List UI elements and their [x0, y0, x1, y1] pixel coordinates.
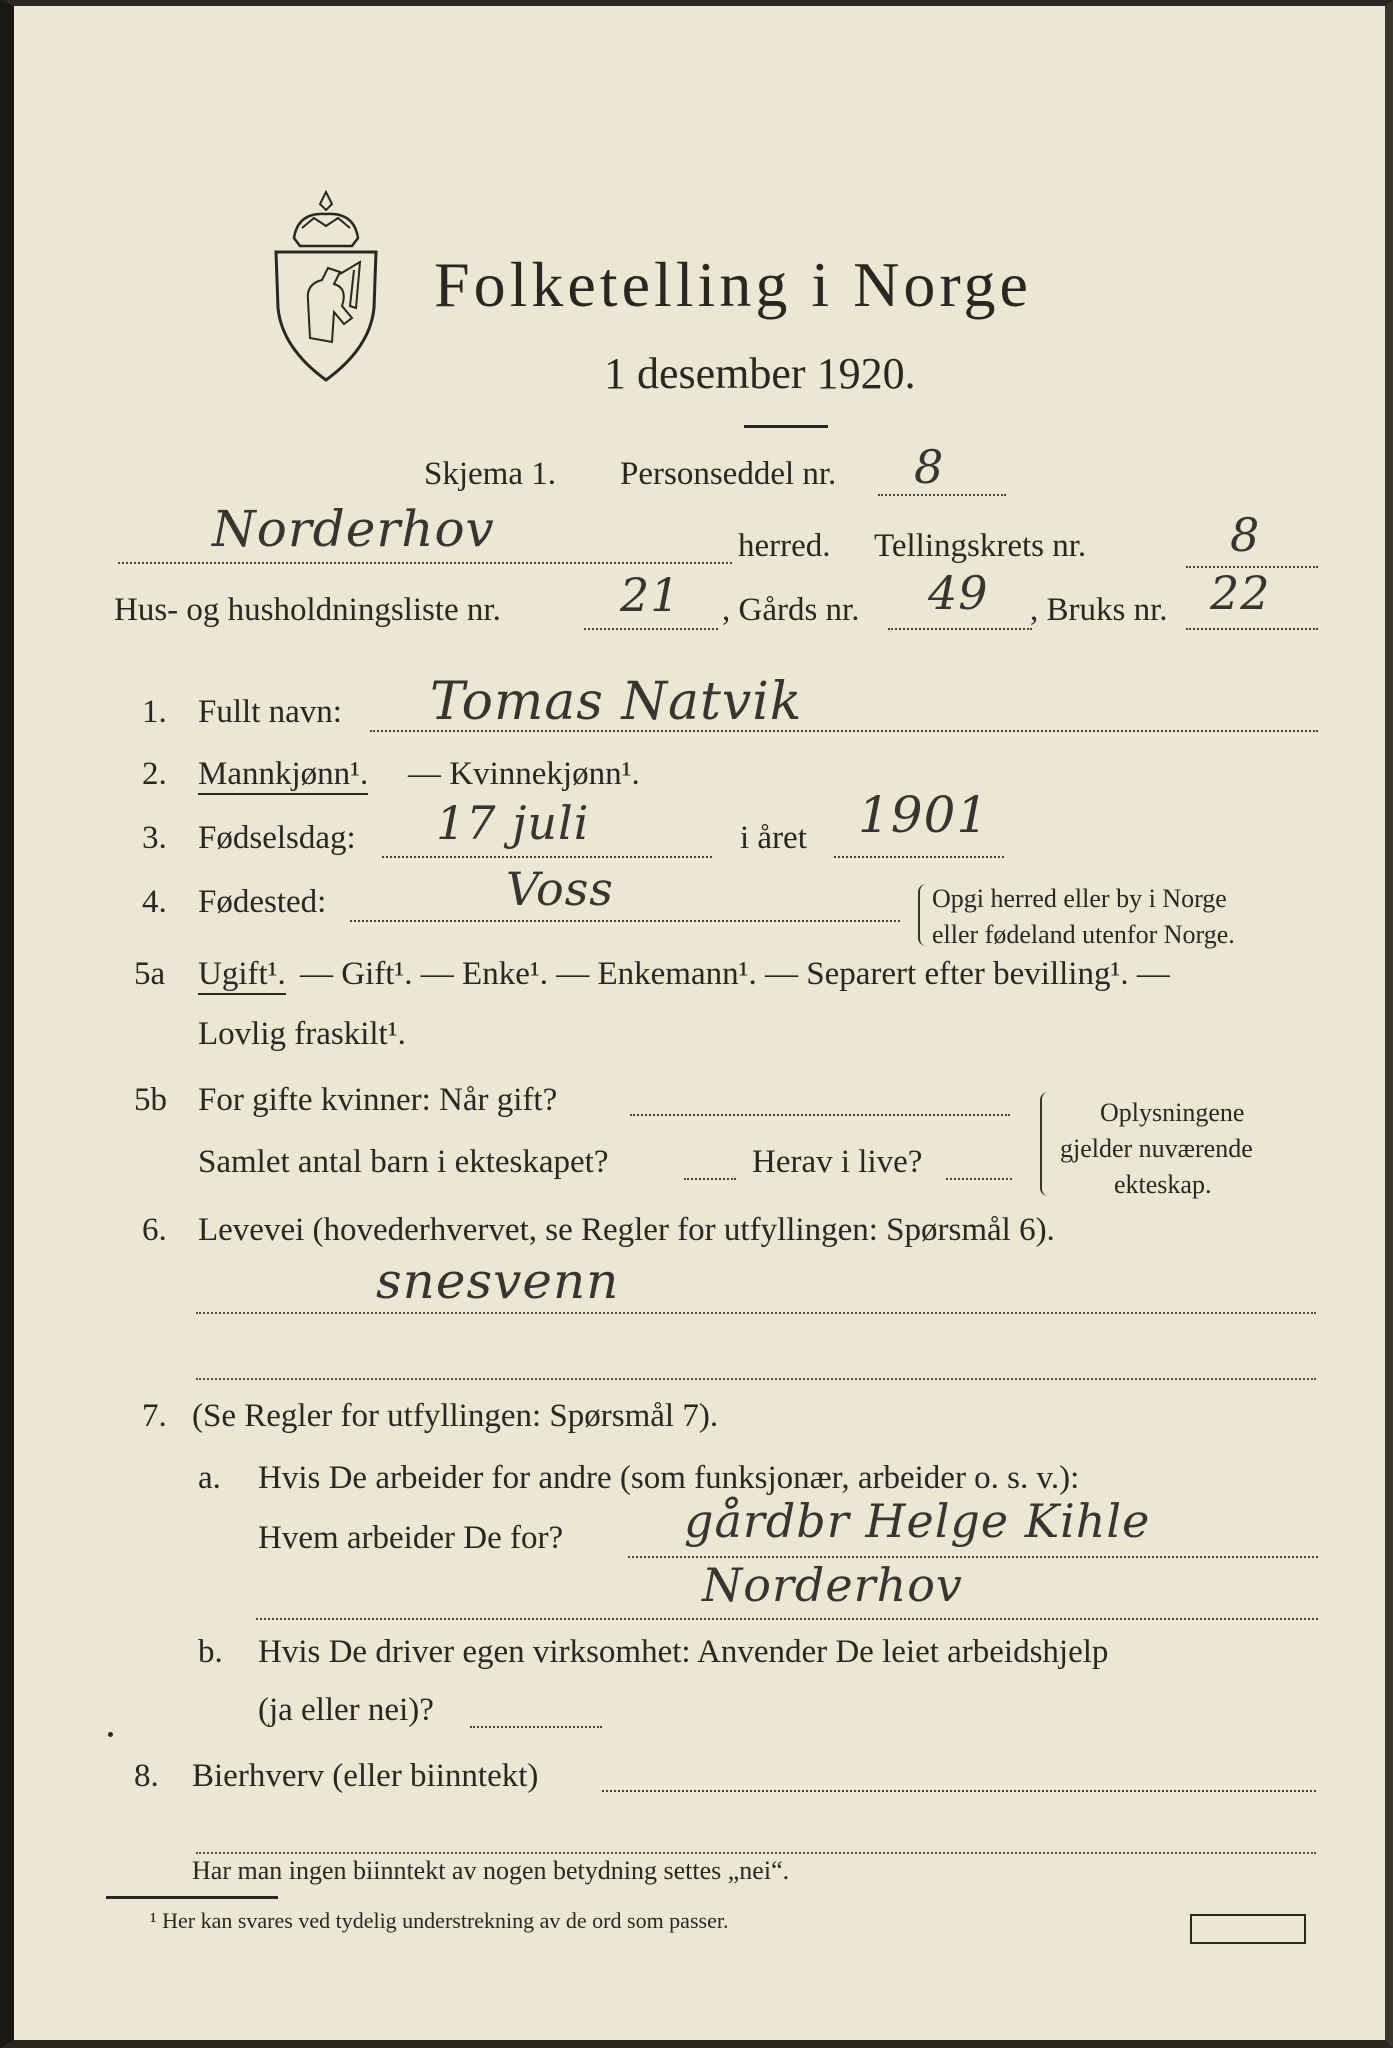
hus-label: Hus- og husholdningsliste nr. [114, 592, 501, 628]
q4-label: Fødested: [198, 884, 327, 920]
q4-value: Voss [506, 862, 614, 916]
q5b-note1: Oplysningene [1100, 1098, 1245, 1127]
q6-line2 [196, 1378, 1316, 1380]
personseddel-value: 8 [914, 440, 945, 494]
q5b-brace [1040, 1092, 1052, 1196]
bruks-line [1186, 628, 1318, 630]
q5a-rest-options: — Gift¹. — Enke¹. — Enkemann¹. — Separert efter bevilling¹. — [300, 956, 1170, 992]
q7-number: 7. [142, 1398, 167, 1434]
q7b-label: Hvis De driver egen virksomhet: Anvender De leiet arbeidshjelp [258, 1634, 1109, 1670]
q3-number: 3. [142, 820, 167, 856]
tellingskrets-value: 8 [1230, 508, 1261, 562]
q7a-value1: gårdbr Helge Kihle [684, 1494, 1151, 1548]
q1-label: Fullt navn: [198, 694, 342, 730]
q8-number: 8. [134, 1758, 159, 1794]
q4-number: 4. [142, 884, 167, 920]
q7b-label2: (ja eller nei)? [258, 1692, 434, 1728]
q3-value: 17 juli [436, 796, 590, 850]
herred-value: Norderhov [212, 500, 495, 558]
footnote: ¹ Her kan svares ved tydelig understrekning av de ord som passer. [150, 1908, 729, 1933]
herred-line [118, 562, 732, 564]
q7a-label2: Hvem arbeider De for? [258, 1520, 564, 1556]
q5a-number: 5a [134, 956, 166, 992]
tellingskrets-label: Tellingskrets nr. [874, 528, 1087, 564]
hus-value: 21 [620, 568, 681, 622]
bruks-value: 22 [1210, 566, 1271, 620]
margin-dot [108, 1732, 113, 1737]
q5b-label3: Herav i live? [752, 1144, 923, 1180]
q8-line2 [196, 1852, 1316, 1854]
q6-number: 6. [142, 1212, 167, 1248]
q8-line1 [602, 1790, 1316, 1792]
q7b-line [470, 1726, 602, 1728]
form-date: 1 desember 1920. [604, 349, 916, 398]
q5b-note3: ekteskap. [1114, 1170, 1212, 1199]
coat-of-arms-icon [268, 188, 384, 384]
personseddel-line [878, 494, 1006, 496]
q7a-value2: Norderhov [702, 1558, 963, 1612]
q8-label: Bierhverv (eller biinntekt) [192, 1758, 539, 1794]
q2-number: 2. [142, 756, 167, 792]
gards-line [888, 628, 1032, 630]
q7b-letter: b. [198, 1634, 223, 1670]
q1-value: Tomas Natvik [430, 672, 803, 732]
q7a-label: Hvis De arbeider for andre (som funksjonær, arbeider o. s. v.): [258, 1460, 1080, 1496]
q5a-ugift-option: Ugift¹. [198, 956, 286, 995]
q5b-note2: gjelder nuværende [1060, 1134, 1253, 1163]
footnote-divider [106, 1896, 278, 1899]
q6-value: snesvenn [376, 1252, 620, 1310]
bierhverv-note: Har man ingen biinntekt av nogen betydning settes „nei“. [192, 1856, 790, 1885]
q3-line [382, 856, 712, 858]
printer-stamp [1190, 1914, 1306, 1944]
q5b-label2: Samlet antal barn i ekteskapet? [198, 1144, 609, 1180]
q5b-number: 5b [134, 1082, 167, 1118]
q4-line [350, 920, 900, 922]
q5b-label1: For gifte kvinner: Når gift? [198, 1082, 558, 1118]
q3-label: Fødselsdag: [198, 820, 356, 856]
q7a-line2 [256, 1618, 1318, 1620]
q3-year-value: 1901 [858, 786, 990, 844]
herred-label: herred. [738, 528, 831, 564]
q6-label: Levevei (hovederhvervet, se Regler for utfyllingen: Spørsmål 6). [198, 1212, 1055, 1248]
hus-line [584, 628, 718, 630]
q3-year-label: i året [740, 820, 807, 856]
bruks-label: , Bruks nr. [1030, 592, 1168, 628]
q2-mann-option: Mannkjønn¹. [198, 756, 368, 795]
q5b-line1 [630, 1114, 1010, 1116]
gards-value: 49 [928, 566, 989, 620]
q6-line1 [196, 1312, 1316, 1314]
q1-number: 1. [142, 694, 167, 730]
q4-note-line1: Opgi herred eller by i Norge [932, 884, 1227, 913]
q5a-line2: Lovlig fraskilt¹. [198, 1016, 406, 1052]
q4-note-line2: eller fødeland utenfor Norge. [932, 920, 1235, 949]
form-title: Folketelling i Norge [434, 249, 1032, 320]
q5b-line3 [946, 1178, 1012, 1180]
q4-brace [918, 884, 928, 946]
q2-rest-options: — Kvinnekjønn¹. [408, 756, 640, 792]
q3-year-line [834, 856, 1004, 858]
gards-label: , Gårds nr. [722, 592, 860, 628]
title-divider [744, 425, 828, 428]
personseddel-label: Personseddel nr. [620, 456, 837, 492]
skjema-label: Skjema 1. [424, 456, 556, 492]
q7-label: (Se Regler for utfyllingen: Spørsmål 7). [192, 1398, 719, 1434]
q7a-letter: a. [198, 1460, 221, 1496]
q5b-line2 [684, 1178, 736, 1180]
